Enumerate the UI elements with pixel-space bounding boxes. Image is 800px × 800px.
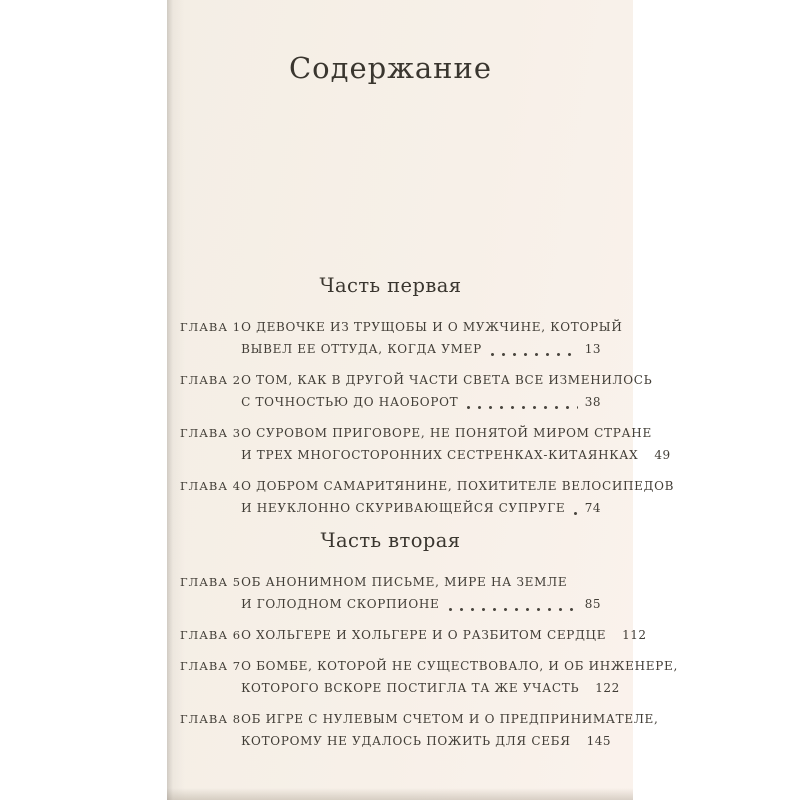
chapter-title-line bbox=[241, 444, 671, 466]
page-title: Содержание bbox=[288, 51, 493, 85]
chapter-title-text: С ТОЧНОСТЬЮ ДО НАОБОРОТ bbox=[241, 395, 459, 409]
dot-leader bbox=[449, 608, 578, 611]
chapter-title-line bbox=[241, 338, 601, 360]
page-number: 38 bbox=[584, 395, 601, 409]
chapter-label: ГЛАВА 2 bbox=[180, 373, 242, 387]
dot-leader bbox=[574, 512, 577, 515]
page-number: 13 bbox=[584, 342, 601, 356]
toc-entry bbox=[180, 422, 671, 466]
chapter-title-line bbox=[241, 369, 653, 391]
toc-section bbox=[180, 274, 675, 519]
chapter-title-line bbox=[241, 593, 601, 615]
chapter-title bbox=[241, 571, 601, 615]
chapter-title bbox=[241, 369, 653, 413]
chapter-title-text: ВЫВЕЛ ЕЕ ОТТУДА, КОГДА УМЕР bbox=[241, 342, 482, 356]
toc-entry bbox=[180, 708, 659, 752]
chapter-title-line bbox=[241, 655, 678, 677]
chapter-title-line bbox=[241, 422, 652, 444]
chapter-title bbox=[241, 655, 678, 699]
chapter-title-text: О СУРОВОМ ПРИГОВОРЕ, НЕ ПОНЯТОЙ МИРОМ СТРАНЕ bbox=[241, 426, 652, 440]
page-number: 122 bbox=[595, 681, 620, 695]
chapter-title-text: О БОМБЕ, КОТОРОЙ НЕ СУЩЕСТВОВАЛО, И ОБ ИНЖЕНЕРЕ, bbox=[241, 659, 678, 673]
section-heading: Часть первая bbox=[319, 274, 462, 297]
chapter-title-text: О ТОМ, КАК В ДРУГОЙ ЧАСТИ СВЕТА ВСЕ ИЗМЕНИЛОСЬ bbox=[241, 373, 653, 387]
page-number: 74 bbox=[584, 501, 601, 515]
chapter-title bbox=[241, 475, 675, 519]
section-heading: Часть вторая bbox=[320, 529, 461, 552]
chapter-title-text: О ДОБРОМ САМАРИТЯНИНЕ, ПОХИТИТЕЛЕ ВЕЛОСИПЕДОВ bbox=[241, 479, 675, 493]
chapter-label: ГЛАВА 6 bbox=[180, 628, 242, 642]
book-page bbox=[167, 0, 678, 800]
dot-leader bbox=[467, 406, 577, 409]
chapter-title-line bbox=[241, 497, 601, 519]
chapter-title bbox=[241, 708, 659, 752]
chapter-label: ГЛАВА 1 bbox=[180, 320, 242, 334]
chapter-title-text: ОБ ИГРЕ С НУЛЕВЫМ СЧЕТОМ И О ПРЕДПРИНИМАТЕЛЕ, bbox=[241, 712, 659, 726]
chapter-title bbox=[241, 422, 671, 466]
chapter-title-text: КОТОРОГО ВСКОРЕ ПОСТИГЛА ТА ЖЕ УЧАСТЬ bbox=[241, 681, 580, 695]
chapter-label: ГЛАВА 3 bbox=[180, 426, 242, 440]
chapter-title-text: И ТРЕХ МНОГОСТОРОННИХ СЕСТРЕНКАХ-КИТАЯНКАХ bbox=[241, 448, 639, 462]
toc-entry bbox=[180, 369, 653, 413]
chapter-title bbox=[241, 316, 623, 360]
chapter-label: ГЛАВА 7 bbox=[180, 659, 242, 673]
toc-entry bbox=[180, 624, 647, 646]
toc-entry bbox=[180, 475, 675, 519]
chapter-title-line bbox=[241, 677, 620, 699]
chapter-title-text: О ХОЛЬГЕРЕ И ХОЛЬГЕРЕ И О РАЗБИТОМ СЕРДЦЕ bbox=[241, 628, 607, 642]
toc-entry bbox=[180, 571, 601, 615]
page-number: 49 bbox=[654, 448, 671, 462]
chapter-label: ГЛАВА 5 bbox=[180, 575, 242, 589]
chapter-title-text: ОБ АНОНИМНОМ ПИСЬМЕ, МИРЕ НА ЗЕМЛЕ bbox=[241, 575, 568, 589]
chapter-title-text: И НЕУКЛОННО СКУРИВАЮЩЕЙСЯ СУПРУГЕ bbox=[241, 501, 566, 515]
chapter-title-text: КОТОРОМУ НЕ УДАЛОСЬ ПОЖИТЬ ДЛЯ СЕБЯ bbox=[241, 734, 571, 748]
chapter-label: ГЛАВА 8 bbox=[180, 712, 242, 726]
chapter-title-line bbox=[241, 391, 601, 413]
chapter-label: ГЛАВА 4 bbox=[180, 479, 242, 493]
chapter-title-line bbox=[241, 624, 647, 646]
page-number: 145 bbox=[586, 734, 611, 748]
page-number: 85 bbox=[584, 597, 601, 611]
chapter-title bbox=[241, 624, 647, 646]
dot-leader bbox=[491, 353, 578, 356]
toc-section bbox=[180, 529, 678, 752]
chapter-title-text: О ДЕВОЧКЕ ИЗ ТРУЩОБЫ И О МУЖЧИНЕ, КОТОРЫЙ bbox=[241, 320, 623, 334]
chapter-title-line bbox=[241, 316, 623, 338]
section-entries bbox=[180, 316, 675, 519]
chapter-title-line bbox=[241, 708, 659, 730]
chapter-title-text: И ГОЛОДНОМ СКОРПИОНЕ bbox=[241, 597, 440, 611]
page-number: 112 bbox=[622, 628, 647, 642]
chapter-title-line bbox=[241, 730, 611, 752]
chapter-title-line bbox=[241, 571, 601, 593]
section-entries bbox=[180, 571, 678, 752]
toc-entry bbox=[180, 655, 678, 699]
chapter-title-line bbox=[241, 475, 675, 497]
toc-sections bbox=[180, 274, 678, 752]
toc-entry bbox=[180, 316, 623, 360]
